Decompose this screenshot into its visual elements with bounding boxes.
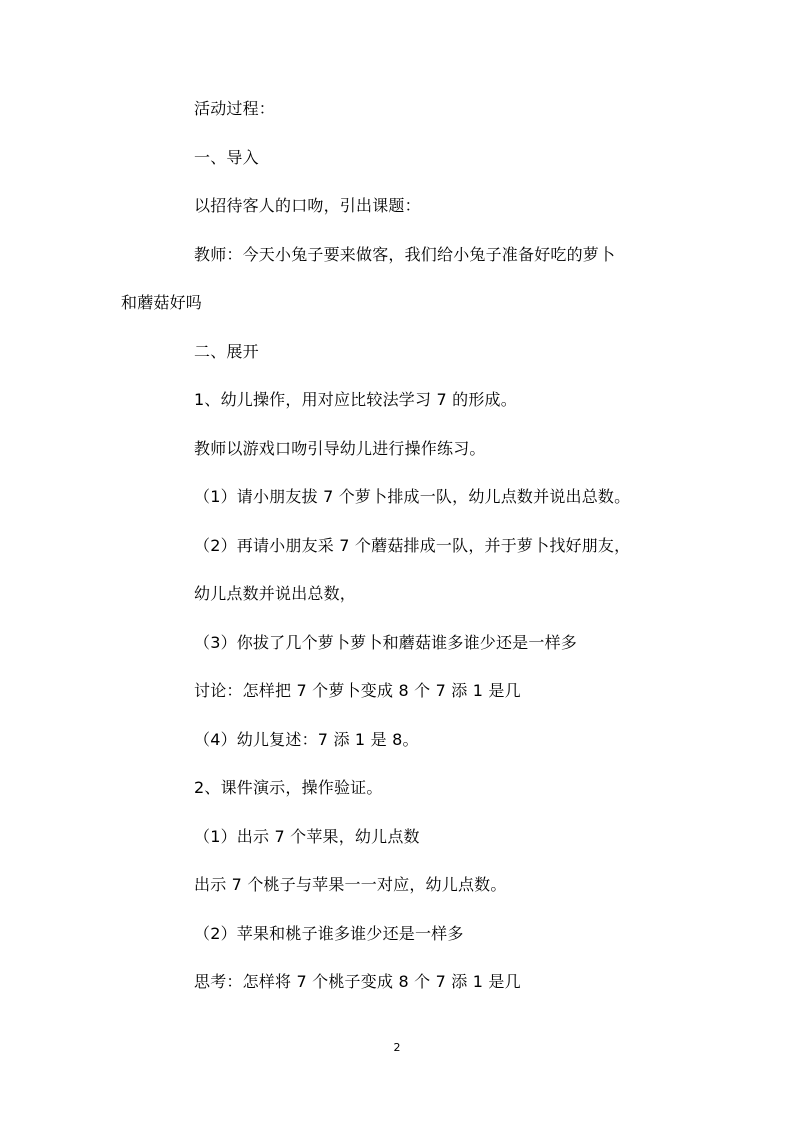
paragraph-line: 以招待客人的口吻，引出课题：: [194, 196, 421, 215]
paragraph-line: 讨论：怎样把 7 个萝卜变成 8 个 7 添 1 是几: [194, 681, 521, 700]
section-heading-expand: 二、展开: [194, 342, 259, 361]
paragraph-line: （4）幼儿复述：7 添 1 是 8。: [194, 730, 419, 749]
paragraph-line: 2、课件演示，操作验证。: [194, 778, 383, 797]
paragraph-line: 幼儿点数并说出总数，: [194, 584, 357, 603]
paragraph-line: 出示 7 个桃子与苹果一一对应，幼儿点数。: [194, 875, 507, 894]
paragraph-line: 教师以游戏口吻引导幼儿进行操作练习。: [194, 439, 486, 458]
paragraph-line: （1）出示 7 个苹果，幼儿点数: [194, 827, 420, 846]
paragraph-line: （2）再请小朋友采 7 个蘑菇排成一队，并于萝卜找好朋友，: [194, 536, 631, 555]
paragraph-line: （3）你拔了几个萝卜萝卜和蘑菇谁多谁少还是一样多: [194, 633, 577, 652]
paragraph-line: 1、幼儿操作，用对应比较法学习 7 的形成。: [194, 390, 517, 409]
paragraph-line: （2）苹果和桃子谁多谁少还是一样多: [194, 924, 464, 943]
paragraph-line: 思考：怎样将 7 个桃子变成 8 个 7 添 1 是几: [194, 972, 521, 991]
paragraph-line-continued: 和蘑菇好吗: [121, 293, 203, 312]
page-number: 2: [393, 1041, 401, 1054]
paragraph-line: （1）请小朋友拔 7 个萝卜排成一队，幼儿点数并说出总数。: [194, 487, 631, 506]
section-heading-intro: 一、导入: [194, 148, 259, 167]
heading-activity-process: 活动过程：: [194, 99, 276, 118]
paragraph-line: 教师：今天小兔子要来做客，我们给小兔子准备好吃的萝卜: [194, 245, 616, 264]
